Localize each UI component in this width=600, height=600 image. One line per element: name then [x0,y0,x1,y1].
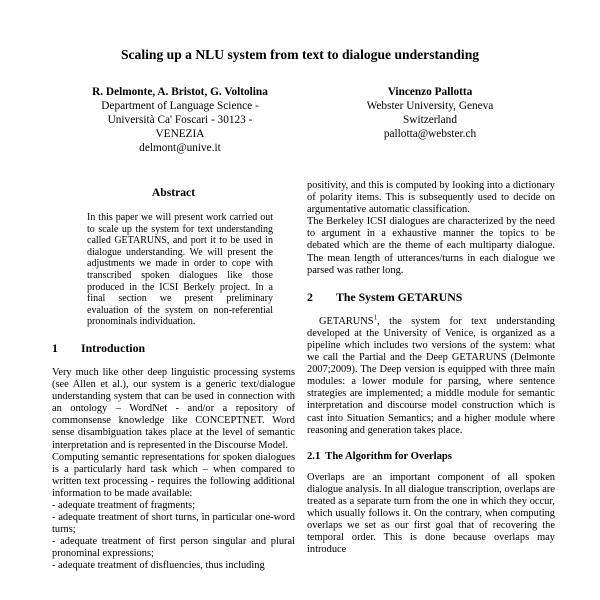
affiliation-line: Webster University, Geneva [366,100,494,112]
paragraph: Computing semantic representations for spoken dialogues is a particularly hard task which – when compared to written text processing - requires the following additional information to be made available: [52,451,295,499]
section-heading-introduction [52,341,295,356]
paragraph: positivity, and this is computed by looking into a dictionary of polarity items. This is subsequently used to decide on argumentative automatic classification. [307,180,555,216]
section-title: The System GETARUNS [336,289,463,304]
affiliation-line: Department of Language Science - [101,100,259,112]
paper-title: Scaling up a NLU system from text to dialogue understanding [120,47,480,62]
bullet-line: - adequate treatment of short turns, in particular one-word turns; [52,512,295,536]
bullet-line: - adequate treatment of first person singular and plural pronominal expressions; [52,536,295,560]
paragraph-lead: GETARUNS [319,315,374,327]
bullet-line: - adequate treatment of fragments; [52,499,196,511]
affiliation-line: Università Ca' Foscari - 30123 - [107,114,253,126]
authors-row [55,85,555,155]
affiliation-line: VENEZIA [155,128,205,140]
paragraph-rest: , the system for text understanding developed at the University of Venice, is organized as a pipeline which includes two versions of the system: what we call the Partial and the Deep GETARUNS (Delmonte 2007;2009). The Deep version is equipped with three main modules: a lower module for parsing, where sentence strategies are implemented; a middle module for semantic interpretation and discourse model construction which is cast into Situation Semantics; and a higher module where reasoning and generation takes place. [307,315,555,436]
paragraph: Very much like other deep linguistic processing systems (see Allen et al.), our system is a generic text/dialogue understanding system that can be used in connection with an ontology – WordNet - and/or a repository of commonsense knowledge like CONCEPTNET. Word sense disambiguation takes place at the level of semantic interpretation and is represented in the Discourse Model. [52,366,295,451]
section-heading-getaruns [307,290,555,305]
footnote-marker: 1 [373,313,378,322]
section-number: 2 [307,289,313,304]
author-email: pallotta@webster.ch [383,128,477,140]
author-email: delmont@unive.it [139,142,221,154]
author-block-pallotta [305,85,555,155]
bullet-line: - adequate treatment of disfluencies, thus including [52,560,265,572]
left-column [52,186,295,573]
paragraph-getaruns [307,313,555,437]
author-name: R. Delmonte, A. Bristot, G. Voltolina [92,86,268,98]
affiliation-line: Switzerland [403,114,457,126]
right-column [307,180,555,556]
section-number: 1 [52,340,58,355]
author-name: Vincenzo Pallotta [387,86,473,98]
abstract-text: In this paper we will present work carried out to scale up the system for text understanding called GETARUNS, and port it to be used in dialogue understanding. We will present the adjustments we made in order to cope with transcribed spoken dialogues like those produced in the ICSI Berkely project. In a final section we present preliminary evaluation of the system on non-referential pronominals individuation. [87,212,273,328]
section-title: Introduction [81,340,146,355]
paragraph: The Berkeley ICSI dialogues are characterized by the need to argument in a exhaustive manner the topics to be debated which are the theme of each multiparty dialogue. The mean length of utterances/turns in each dialogue we parsed was rather long. [307,216,555,276]
subsection-title: The Algorithm for Overlaps [325,450,452,462]
subsection-number: 2.1 [307,450,321,462]
subsection-heading-overlaps [307,451,555,462]
abstract-heading: Abstract [151,186,196,199]
paragraph: Overlaps are an important component of all spoken dialogue analysis. In all dialogue transcription, overlaps are treated as a separate turn from the one in which they occur, which usually follows it. On the contrary, when computing overlaps we set as our first goal that of recovering the temporal order. This is done because overlaps may introduce [307,471,555,556]
author-block-delmonte [55,85,305,155]
